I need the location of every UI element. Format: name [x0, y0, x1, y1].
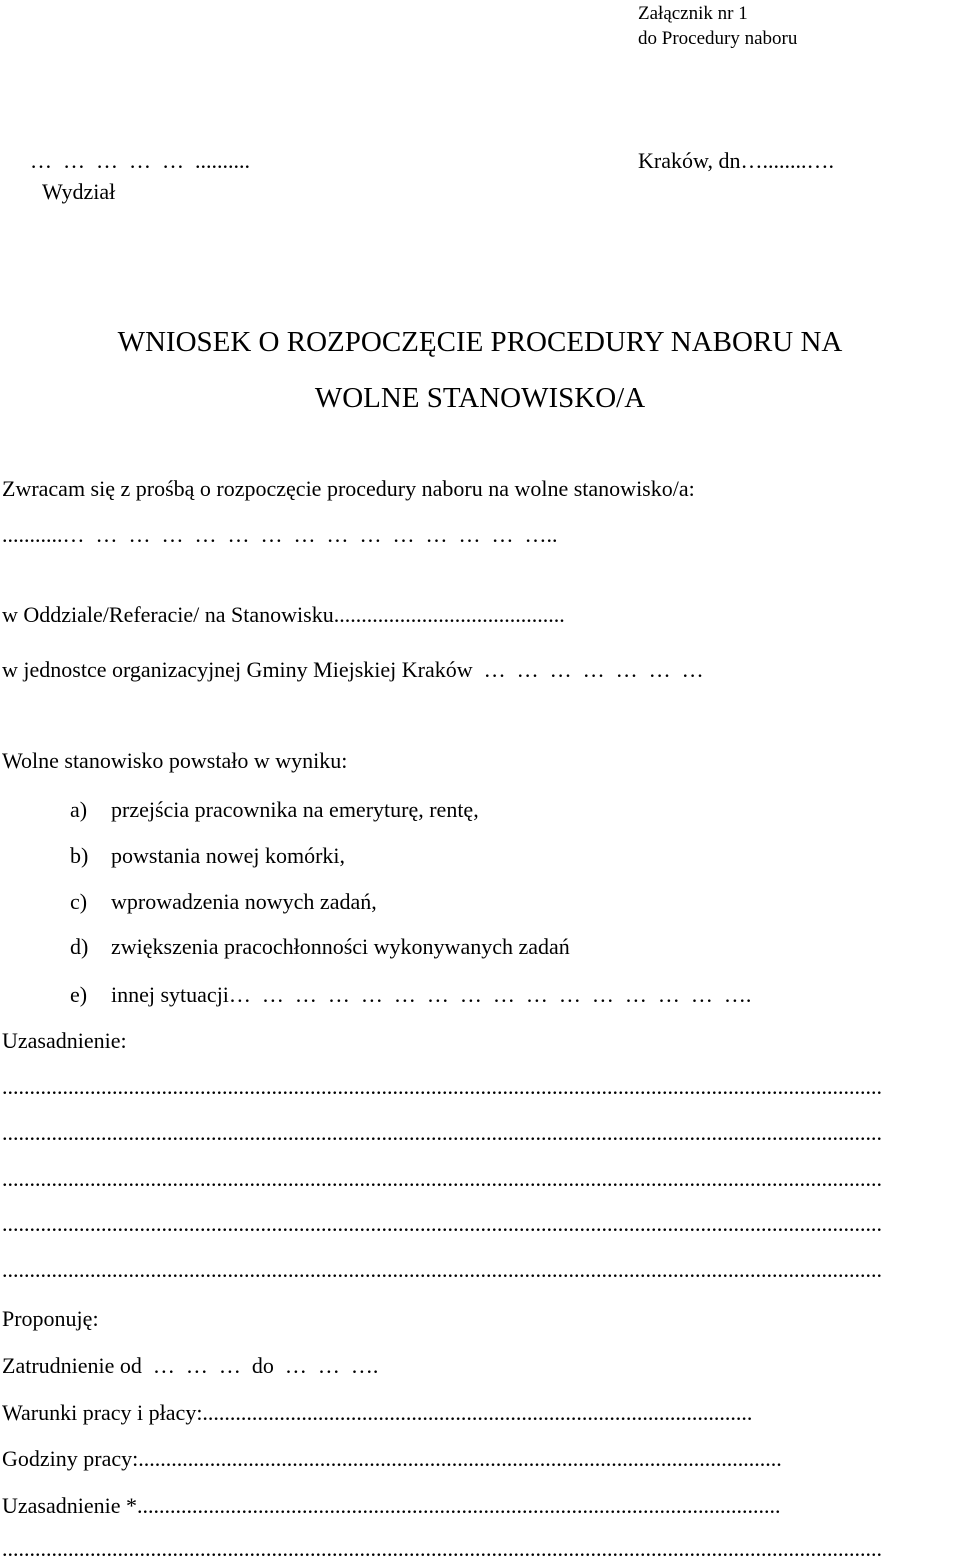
- proposal-label: Proponuję:: [2, 1306, 99, 1331]
- work-hours: Godziny pracy:.....................................................................................................................: [2, 1446, 782, 1471]
- document-title-line1: WNIOSEK O ROZPOCZĘCIE PROCEDURY NABORU NA: [117, 326, 843, 358]
- reason-letter: b): [70, 843, 89, 868]
- reason-item: wprowadzenia nowych zadań,: [111, 889, 377, 914]
- department-fill: … … … … … ..........: [30, 148, 250, 173]
- unit-text: w jednostce organizacyjnej Gminy Miejskiej Kraków … … … … … … …: [2, 657, 704, 682]
- department-text: w Oddziale/Referacie/ na Stanowisku..........................................: [2, 602, 565, 627]
- reason-letter: a): [70, 797, 88, 822]
- reason-letter: c): [70, 889, 88, 914]
- reason-intro: Wolne stanowisko powstało w wyniku:: [2, 748, 348, 773]
- justification-line: ................................................................................................................................................................: [2, 1074, 882, 1099]
- attachment-procedure: do Procedury naboru: [638, 28, 798, 49]
- reason-item: innej sytuacji… … … … … … … … … … … … … … … ….: [111, 982, 752, 1007]
- reason-item: powstania nowej komórki,: [111, 843, 346, 868]
- proposal-justification: Uzasadnienie *.....................................................................................................................: [2, 1493, 781, 1518]
- request-text: Zwracam się z prośbą o rozpoczęcie procedury naboru na wolne stanowisko/a:: [2, 476, 695, 501]
- reason-letter: d): [70, 934, 89, 959]
- justification-line: ................................................................................................................................................................: [2, 1166, 882, 1191]
- city-date: Kraków, dn…........….: [638, 148, 834, 173]
- justification-line: ................................................................................................................................................................: [2, 1257, 882, 1282]
- work-conditions: Warunki pracy i płacy:....................................................................................................: [2, 1400, 753, 1425]
- reason-item: zwiększenia pracochłonności wykonywanych zadań: [111, 934, 570, 959]
- justification-line: ................................................................................................................................................................: [2, 1120, 882, 1145]
- proposal-last-line: ................................................................................................................................................................: [2, 1536, 882, 1561]
- attachment-number: Załącznik nr 1: [638, 3, 748, 24]
- department-label: Wydział: [42, 179, 116, 204]
- document-title-line2: WOLNE STANOWISKO/A: [314, 382, 646, 414]
- employment-dates: Zatrudnienie od … … … do … … ….: [2, 1353, 379, 1378]
- reason-letter: e): [70, 982, 88, 1007]
- request-fill: ...........… … … … … … … … … … … … … … …..: [2, 522, 558, 547]
- justification-label: Uzasadnienie:: [2, 1028, 127, 1053]
- reason-item: przejścia pracownika na emeryturę, rentę,: [111, 797, 479, 822]
- justification-line: ................................................................................................................................................................: [2, 1211, 882, 1236]
